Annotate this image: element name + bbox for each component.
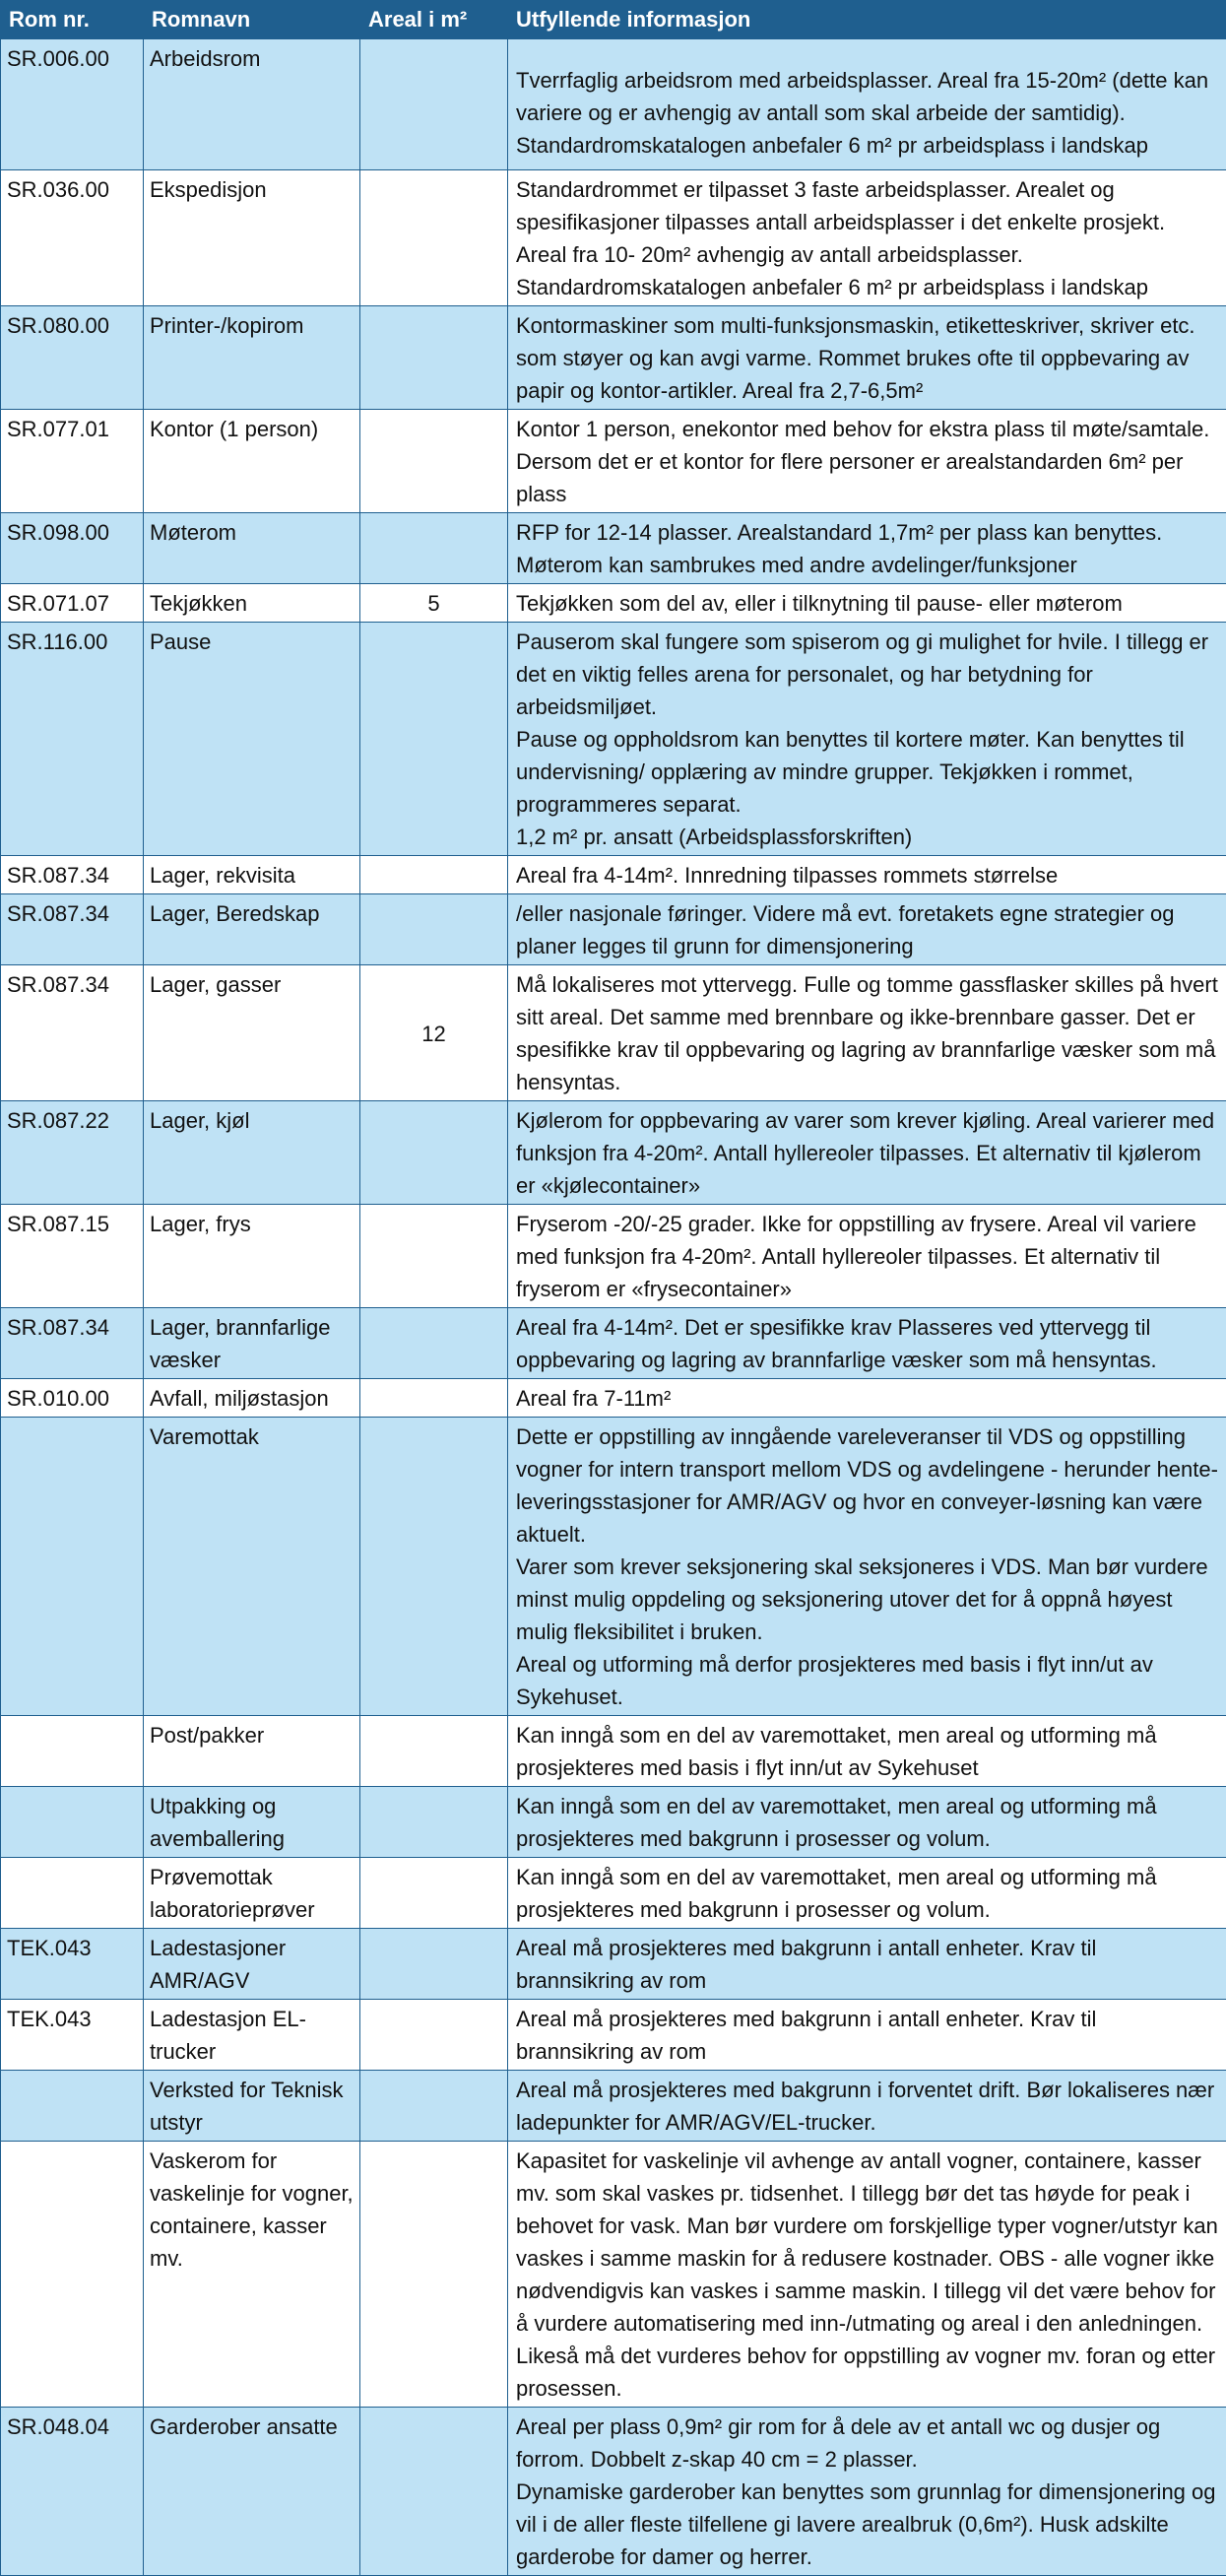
room-number: SR.087.34: [1, 856, 144, 894]
room-number: SR.087.15: [1, 1205, 144, 1308]
room-area: [360, 1379, 508, 1418]
room-name: Vaskerom for vaskelinje for vogner, containere, kasser mv.: [144, 2142, 360, 2408]
room-name: Arbeidsrom: [144, 39, 360, 170]
room-name: Prøvemottak laboratorieprøver: [144, 1858, 360, 1929]
room-number: SR.048.04: [1, 2408, 144, 2576]
room-number: SR.116.00: [1, 623, 144, 856]
room-info: [508, 306, 1226, 410]
room-info: [508, 2408, 1226, 2576]
room-area: [360, 1308, 508, 1379]
info-paragraph: Areal og utforming må derfor prosjekteres med basis i flyt inn/ut av Sykehuset.: [516, 1648, 1220, 1713]
room-area: [360, 2071, 508, 2142]
table-row: [1, 1716, 1226, 1787]
room-name: Utpakking og avemballering: [144, 1787, 360, 1858]
room-area: 12: [360, 965, 508, 1101]
table-row: [1, 1929, 1226, 2000]
table-row: [1, 1101, 1226, 1205]
table-row: [1, 1205, 1226, 1308]
room-name: Lager, Beredskap: [144, 894, 360, 965]
header-info: Utfyllende informasjon: [508, 1, 1226, 39]
table-row: [1, 1379, 1226, 1418]
room-name: Varemottak: [144, 1418, 360, 1716]
info-paragraph: RFP for 12-14 plasser. Arealstandard 1,7m² per plass kan benyttes. Møterom kan sambrukes med andre avdelinger/funksjoner: [516, 516, 1220, 581]
info-paragraph: Må lokaliseres mot yttervegg. Fulle og tomme gassflasker skilles på hvert sitt areal. Det samme med brennbare og ikke-brennbare gasser. Det er spesifikke krav til oppbevaring og lagring av brannfarlige væsker som må hensyntas.: [516, 968, 1220, 1098]
info-paragraph: Kontor 1 person, enekontor med behov for ekstra plass til møte/samtale. Dersom det er et kontor for flere personer er arealstandarden 6m² per plass: [516, 413, 1220, 510]
room-area: [360, 410, 508, 513]
room-number: [1, 1418, 144, 1716]
room-info: [508, 2142, 1226, 2408]
table-row: [1, 306, 1226, 410]
room-info: [508, 39, 1226, 170]
info-paragraph: Standardrommet er tilpasset 3 faste arbeidsplasser. Arealet og spesifikasjoner tilpasses antall arbeidsplasser i det enkelte prosjekt.: [516, 173, 1220, 238]
info-paragraph: 1,2 m² pr. ansatt (Arbeidsplassforskriften): [516, 821, 1220, 853]
info-paragraph: Tverrfaglig arbeidsrom med arbeidsplasser. Areal fra 15-20m² (dette kan variere og er avhengig av antall som skal arbeide der samtidig).: [516, 64, 1220, 129]
table-row: [1, 1858, 1226, 1929]
room-number: SR.098.00: [1, 513, 144, 584]
room-info: [508, 170, 1226, 306]
table-row: [1, 623, 1226, 856]
room-info: [508, 1418, 1226, 1716]
room-number: SR.010.00: [1, 1379, 144, 1418]
room-area: [360, 39, 508, 170]
room-number: [1, 2071, 144, 2142]
info-paragraph: Areal fra 4-14m². Det er spesifikke krav Plasseres ved yttervegg til oppbevaring og lagring av brannfarlige væsker som må hensyntas.: [516, 1311, 1220, 1376]
room-name: Lager, kjøl: [144, 1101, 360, 1205]
room-name: Avfall, miljøstasjon: [144, 1379, 360, 1418]
header-areal: Areal i m²: [360, 1, 508, 39]
room-info: [508, 1308, 1226, 1379]
room-area: [360, 894, 508, 965]
room-name: Verksted for Teknisk utstyr: [144, 2071, 360, 2142]
info-paragraph: Varer som krever seksjonering skal seksjoneres i VDS. Man bør vurdere minst mulig oppdeling og seksjonering utover det for å oppnå høyest mulig fleksibilitet i bruken.: [516, 1551, 1220, 1648]
info-paragraph: Areal må prosjekteres med bakgrunn i antall enheter. Krav til brannsikring av rom: [516, 2003, 1220, 2068]
room-number: SR.087.34: [1, 1308, 144, 1379]
room-area: [360, 513, 508, 584]
room-number: [1, 1858, 144, 1929]
room-number: TEK.043: [1, 2000, 144, 2071]
info-paragraph: Areal fra 10- 20m² avhengig av antall arbeidsplasser.: [516, 238, 1220, 271]
info-paragraph: Kontormaskiner som multi-funksjonsmaskin, etiketteskriver, skriver etc. som støyer og kan avgi varme. Rommet brukes ofte til oppbevaring av papir og kontor-artikler. Areal fra 2,7-6,5m²: [516, 309, 1220, 407]
info-paragraph: Tekjøkken som del av, eller i tilknytning til pause- eller møterom: [516, 587, 1220, 620]
room-info: [508, 513, 1226, 584]
room-number: SR.087.34: [1, 894, 144, 965]
info-paragraph: Areal må prosjekteres med bakgrunn i antall enheter. Krav til brannsikring av rom: [516, 1932, 1220, 1997]
room-area: [360, 2142, 508, 2408]
room-info: [508, 623, 1226, 856]
info-paragraph: Areal fra 7-11m²: [516, 1382, 1220, 1415]
room-number: [1, 2142, 144, 2408]
room-info: [508, 1787, 1226, 1858]
info-paragraph: Dynamiske garderober kan benyttes som grunnlag for dimensjonering og vil i de aller fleste tilfellene gi lavere arealbruk (0,6m²). Husk adskilte garderobe for damer og herrer.: [516, 2476, 1220, 2573]
room-info: [508, 1101, 1226, 1205]
room-number: SR.006.00: [1, 39, 144, 170]
room-name: Tekjøkken: [144, 584, 360, 623]
room-number: [1, 1716, 144, 1787]
room-number: SR.071.07: [1, 584, 144, 623]
table-row: [1, 1308, 1226, 1379]
info-paragraph: Kan inngå som en del av varemottaket, men areal og utforming må prosjekteres med bakgrunn i prosesser og volum.: [516, 1861, 1220, 1926]
room-number: SR.087.22: [1, 1101, 144, 1205]
room-name: Møterom: [144, 513, 360, 584]
room-number: SR.087.34: [1, 965, 144, 1101]
room-info: [508, 965, 1226, 1101]
room-area: [360, 623, 508, 856]
table-row: [1, 410, 1226, 513]
info-paragraph: Pauserom skal fungere som spiserom og gi mulighet for hvile. I tillegg er det en viktig felles arena for personalet, og har betydning for arbeidsmiljøet.: [516, 626, 1220, 723]
header-romnavn: Romnavn: [144, 1, 360, 39]
room-info: [508, 1929, 1226, 2000]
table-row: [1, 2142, 1226, 2408]
room-number: SR.036.00: [1, 170, 144, 306]
table-row: [1, 39, 1226, 170]
info-paragraph: Areal fra 4-14m². Innredning tilpasses rommets størrelse: [516, 859, 1220, 892]
room-area: [360, 1858, 508, 1929]
room-number: TEK.043: [1, 1929, 144, 2000]
room-name: Lager, brannfarlige væsker: [144, 1308, 360, 1379]
room-area: [360, 856, 508, 894]
info-paragraph: Dette er oppstilling av inngående vareleveranser til VDS og oppstilling vogner for intern transport mellom VDS og avdelingene - herunder hente- leveringsstasjoner for AMR/AGV og hvor en conveyer-løsning kan være aktuelt.: [516, 1420, 1220, 1551]
table-row: [1, 856, 1226, 894]
table-row: [1, 894, 1226, 965]
room-info: [508, 2071, 1226, 2142]
room-info: [508, 410, 1226, 513]
table-row: [1, 2000, 1226, 2071]
table-row: [1, 1787, 1226, 1858]
table-row: [1, 2071, 1226, 2142]
room-name: Lager, frys: [144, 1205, 360, 1308]
room-name: Ladestasjon EL-trucker: [144, 2000, 360, 2071]
room-info: [508, 584, 1226, 623]
info-paragraph: Kapasitet for vaskelinje vil avhenge av antall vogner, containere, kasser mv. som skal vaskes pr. tidsenhet. I tillegg bør det tas høyde for peak i behovet for vask. Man bør vurdere om forskjellige typer vogner/utstyr kan vaskes i samme maskin for å redusere kostnader. OBS - alle vogner ikke nødvendigvis kan vaskes i samme maskin. I tillegg vil det være behov for å vurdere automatisering med inn-/utmating og areal i den anledningen. Likeså må det vurderes behov for oppstilling av vogner mv. foran og etter prosessen.: [516, 2145, 1220, 2405]
room-area: [360, 1929, 508, 2000]
table-row: [1, 965, 1226, 1101]
room-area: 5: [360, 584, 508, 623]
room-info: [508, 1858, 1226, 1929]
room-area: [360, 2000, 508, 2071]
info-paragraph: Areal per plass 0,9m² gir rom for å dele av et antall wc og dusjer og forrom. Dobbelt z-skap 40 cm = 2 plasser.: [516, 2411, 1220, 2476]
room-area: [360, 1101, 508, 1205]
table-row: [1, 170, 1226, 306]
room-name: Lager, gasser: [144, 965, 360, 1101]
room-name: Ekspedisjon: [144, 170, 360, 306]
room-area: [360, 1716, 508, 1787]
info-paragraph: Kan inngå som en del av varemottaket, men areal og utforming må prosjekteres med bakgrunn i prosesser og volum.: [516, 1790, 1220, 1855]
room-name: Lager, rekvisita: [144, 856, 360, 894]
room-info: [508, 1716, 1226, 1787]
info-paragraph: [516, 42, 1220, 64]
info-paragraph: Kjølerom for oppbevaring av varer som krever kjøling. Areal varierer med funksjon fra 4-20m². Antall hyllereoler tilpasses. Et alternativ til kjølerom er «kjølecontainer»: [516, 1104, 1220, 1202]
info-paragraph: Fryserom -20/-25 grader. Ikke for oppstilling av frysere. Areal vil variere med funksjon fra 4-20m². Antall hyllereoler tilpasses. Et alternativ til fryserom er «frysecontainer»: [516, 1208, 1220, 1305]
room-name: Kontor (1 person): [144, 410, 360, 513]
room-area: [360, 170, 508, 306]
room-area: [360, 1787, 508, 1858]
info-paragraph: /eller nasjonale føringer. Videre må evt. foretakets egne strategier og planer legges til grunn for dimensjonering: [516, 897, 1220, 962]
table-row: [1, 513, 1226, 584]
room-info: [508, 856, 1226, 894]
table-row: [1, 2408, 1226, 2576]
room-name: Post/pakker: [144, 1716, 360, 1787]
room-area: [360, 1205, 508, 1308]
room-area: [360, 1418, 508, 1716]
room-name: Printer-/kopirom: [144, 306, 360, 410]
info-paragraph: Standardromskatalogen anbefaler 6 m² pr arbeidsplass i landskap: [516, 129, 1220, 162]
room-info: [508, 2000, 1226, 2071]
room-area: [360, 306, 508, 410]
room-number: [1, 1787, 144, 1858]
room-name: Pause: [144, 623, 360, 856]
room-number: SR.077.01: [1, 410, 144, 513]
header-row: [1, 1, 1226, 39]
room-area: [360, 2408, 508, 2576]
room-info: [508, 894, 1226, 965]
info-paragraph: Kan inngå som en del av varemottaket, men areal og utforming må prosjekteres med basis i flyt inn/ut av Sykehuset: [516, 1719, 1220, 1784]
info-paragraph: Pause og oppholdsrom kan benyttes til kortere møter. Kan benyttes til undervisning/ opplæring av mindre grupper. Tekjøkken i rommet, programmeres separat.: [516, 723, 1220, 821]
table-row: [1, 1418, 1226, 1716]
room-name: Ladestasjoner AMR/AGV: [144, 1929, 360, 2000]
room-name: Garderober ansatte: [144, 2408, 360, 2576]
table-row: [1, 584, 1226, 623]
room-number: SR.080.00: [1, 306, 144, 410]
room-info: [508, 1379, 1226, 1418]
info-paragraph: Areal må prosjekteres med bakgrunn i forventet drift. Bør lokaliseres nær ladepunkter for AMR/AGV/EL-trucker.: [516, 2074, 1220, 2139]
info-paragraph: Standardromskatalogen anbefaler 6 m² pr arbeidsplass i landskap: [516, 271, 1220, 303]
room-info: [508, 1205, 1226, 1308]
header-rom-nr: Rom nr.: [1, 1, 144, 39]
